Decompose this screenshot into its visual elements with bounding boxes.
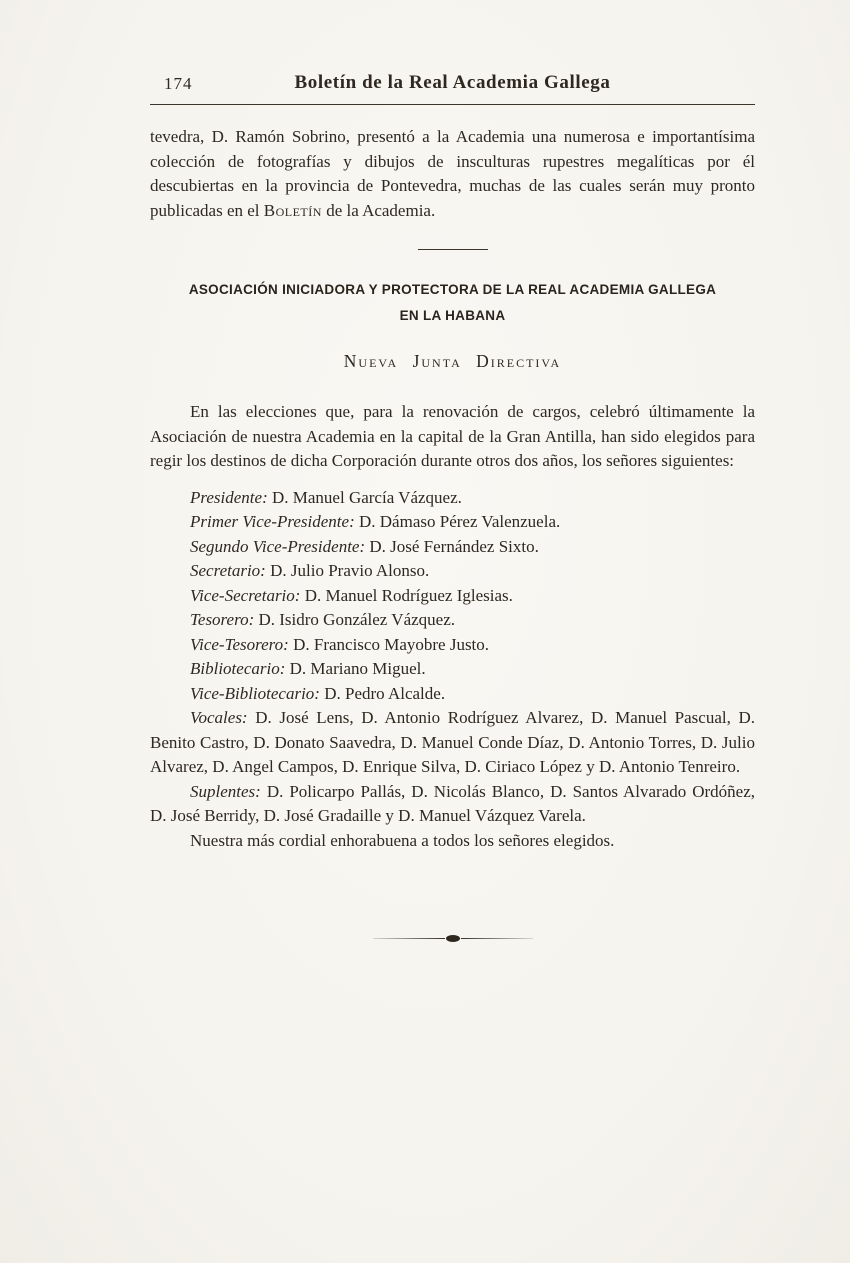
position-name: D. Isidro González Vázquez. [258,610,456,629]
position-role: Vice-Secretario: [190,585,301,605]
intro-text-part2: de la Academia. [321,200,436,220]
position-name: D. Policarpo Pallás, D. Nicolás Blanco, D. Santos Alvarado Ordóñez, D. José Berridy, D. José Gradaille y D. Manuel Vázquez Varela. [150,781,755,825]
list-item [150,486,755,511]
list-item [150,706,755,780]
position-role: Segundo Vice-Presidente: [190,536,366,556]
ornament-line-right [461,938,533,940]
ornament-line-left [373,938,445,940]
list-item [150,780,755,829]
closing-paragraph: Nuestra más cordial enhorabuena a todos los señores elegidos. [190,830,615,850]
lead-paragraph: En las elecciones que, para la renovación de cargos, celebró últimamente la Asociación de nuestra Academia en la capital de la Gran Antilla, han sido elegidos para regir los destinos de dicha Corporación durante otros dos años, los señores siguientes: [150,402,755,470]
position-role: Bibliotecario: [190,659,286,678]
section-title-line2: EN LA HABANA [399,308,506,323]
intro-smallcaps-word: Boletín [263,200,322,220]
section-title [150,282,755,323]
list-item [150,559,755,584]
section-divider [418,249,488,250]
position-name: D. Manuel García Vázquez. [271,487,462,507]
position-role: Secretario: [190,561,266,580]
position-role: Vocales: [190,708,248,727]
diamond-ornament-icon [446,935,460,942]
position-role: Vice-Bibliotecario: [190,683,320,703]
position-role: Primer Vice-Presidente: [190,512,355,531]
list-item [150,633,755,658]
positions-list [150,486,755,829]
position-role: Vice-Tesorero: [190,634,289,654]
list-item [150,510,755,535]
document-page [150,0,755,942]
intro-text-part1: tevedra, D. Ramón Sobrino, presentó a la Academia una numerosa e importantísima colección de fotografías y dibujos de insculturas rupestres megalíticas por él descubiertas en la provincia de Pontevedra, muchas de las cuales serán muy pronto publicadas en el [150,127,755,220]
list-item [150,535,755,560]
position-name: D. José Lens, D. Antonio Rodríguez Alvarez, D. Manuel Pascual, D. Benito Castro, D. Donato Saavedra, D. Manuel Conde Díaz, D. Antonio Torres, D. Julio Alvarez, D. Angel Campos, D. Enrique Silva, D. Ciriaco López y D. Antonio Tenreiro. [150,708,756,776]
section-title-line1: ASOCIACIÓN INICIADORA Y PROTECTORA DE LA REAL ACADEMIA GALLEGA [188,282,717,297]
position-name: D. Julio Pravio Alonso. [270,561,430,580]
position-role: Suplentes: [190,781,261,801]
header-rule [150,104,755,105]
section-subtitle: Nueva Junta Directiva [343,351,562,371]
end-ornament [150,935,755,942]
list-item [150,682,755,707]
page-header [150,72,755,98]
list-item [150,657,755,682]
list-item [150,584,755,609]
position-name: D. Mariano Miguel. [289,659,426,678]
position-name: D. Francisco Mayobre Justo. [293,634,490,654]
page-number: 174 [164,74,193,93]
position-name: D. Manuel Rodríguez Iglesias. [304,585,513,605]
list-item [150,608,755,633]
position-name: D. Pedro Alcalde. [324,683,446,703]
intro-paragraph [150,125,755,223]
position-name: D. Dámaso Pérez Valenzuela. [359,512,561,531]
position-name: D. José Fernández Sixto. [369,536,539,556]
journal-title: Boletín de la Real Academia Gallega [294,72,611,93]
position-role: Presidente: [190,487,268,507]
position-role: Tesorero: [190,610,255,629]
